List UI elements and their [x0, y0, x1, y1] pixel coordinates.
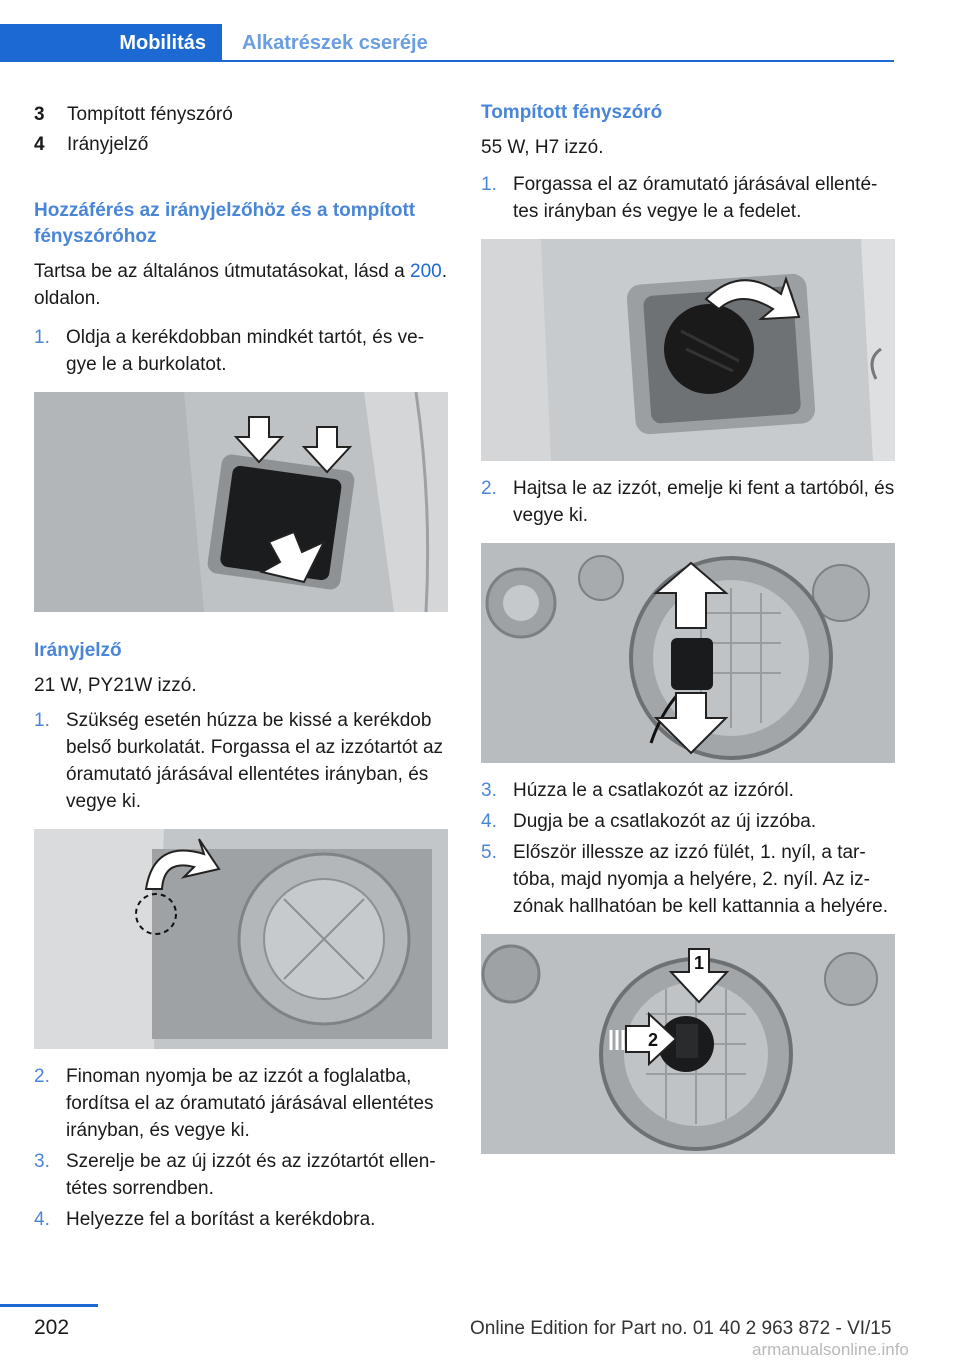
list-item: [34, 1206, 448, 1233]
figure-label-2: 2: [647, 1030, 659, 1050]
photo-bulb-removal: [481, 543, 895, 763]
low-beam-spec: 55 W, H7 izzó.: [481, 137, 604, 158]
step-text: Először illessze az izzó fülét, 1. nyíl, a tartóba, majd nyomja a helyére, 2. nyíl. Az izzónak hallhatóan be kell kattannia a helyére.: [513, 842, 888, 917]
list-item: [34, 1148, 448, 1202]
step-number: 2.: [481, 478, 497, 499]
step-text: Helyezze fel a borítást a kerékdobra.: [66, 1209, 376, 1230]
legend-label: Irányjelző: [67, 134, 149, 155]
step-text: Oldja a kerékdobban mindkét tartót, és vegye le a burkolatot.: [66, 327, 425, 375]
step-text: Hajtsa le az izzót, emelje ki fent a tartóból, és vegye ki.: [513, 478, 895, 526]
step-number: 5.: [481, 842, 497, 863]
page-link[interactable]: 200: [410, 261, 442, 282]
tab-alkatreszek-csereje[interactable]: Alkatrészek cseréje: [242, 31, 428, 54]
legend-number: 4: [34, 134, 45, 155]
step-number: 3.: [481, 780, 497, 801]
step-text: Szükség esetén húzza be kissé a kerékdob belső burkolatát. Forgassa el az izzótartót az óramutató járásával ellentétes irányban, és vegye ki.: [66, 710, 444, 812]
step-number: 1.: [481, 174, 497, 195]
step-text: Finoman nyomja be az izzót a foglalatba, fordítsa el az óramutató járásával ellentétes irányban, és vegye ki.: [66, 1066, 434, 1141]
legend-item: [34, 100, 448, 130]
list-item: [34, 1063, 448, 1144]
tab-mobilitas[interactable]: Mobilitás: [0, 24, 222, 62]
figure-label-1: 1: [693, 953, 705, 973]
step-text: Dugja be a csatlakozót az új izzóba.: [513, 811, 817, 832]
photo-indicator-holder: [34, 829, 448, 1049]
intro-text: Tartsa be az általános útmutatásokat, lásd a: [34, 261, 410, 282]
left-column: [34, 100, 448, 1237]
list-item: [481, 475, 895, 529]
steps-list: [481, 777, 895, 920]
section-heading-access: Hozzáférés az irányjelzőhöz és a tompított fényszóróhoz: [34, 200, 416, 247]
online-edition-note: Online Edition for Part no. 01 40 2 963 872 - VI/15: [470, 1318, 892, 1339]
step-number: 4.: [34, 1209, 50, 1230]
right-column: [481, 100, 895, 1154]
list-item: [481, 777, 895, 804]
watermark: armanualsonline.info: [752, 1340, 909, 1359]
list-item: [481, 839, 895, 920]
photo-bulb-insertion: [481, 934, 895, 1154]
intro-text-end: . oldalon.: [34, 261, 447, 309]
list-item: [34, 707, 448, 815]
intro-paragraph: [34, 258, 448, 312]
list-item: [481, 171, 895, 225]
section-heading-indicator: Irányjelző: [34, 640, 122, 661]
legend-label: Tompított fényszóró: [67, 104, 233, 125]
list-item: [481, 808, 895, 835]
header-rule: [222, 60, 894, 62]
photo-low-beam-cap: [481, 239, 895, 461]
step-number: 2.: [34, 1066, 50, 1087]
indicator-spec: 21 W, PY21W izzó.: [34, 675, 197, 696]
step-number: 1.: [34, 710, 50, 731]
list-item: [34, 324, 448, 378]
header-bar: [0, 0, 960, 64]
step-text: Szerelje be az új izzót és az izzótartót ellentétes sorrendben.: [66, 1151, 436, 1199]
steps-list: [34, 707, 448, 815]
legend-number: 3: [34, 104, 45, 125]
page-number: 202: [34, 1316, 70, 1339]
step-text: Húzza le a csatlakozót az izzóról.: [513, 780, 794, 801]
step-number: 4.: [481, 811, 497, 832]
footer-rule: [0, 1304, 98, 1307]
steps-list: [34, 324, 448, 378]
step-number: 1.: [34, 327, 50, 348]
steps-list: [481, 171, 895, 225]
step-number: 3.: [34, 1151, 50, 1172]
step-text: Forgassa el az óramutató járásával ellentétes irányban és vegye le a fedelet.: [513, 174, 878, 222]
steps-list: [481, 475, 895, 529]
section-heading-low-beam: Tompított fényszóró: [481, 102, 663, 123]
steps-list: [34, 1063, 448, 1233]
legend-list: [34, 100, 448, 160]
photo-wheel-arch-cover: [34, 392, 448, 612]
legend-item: [34, 130, 448, 160]
